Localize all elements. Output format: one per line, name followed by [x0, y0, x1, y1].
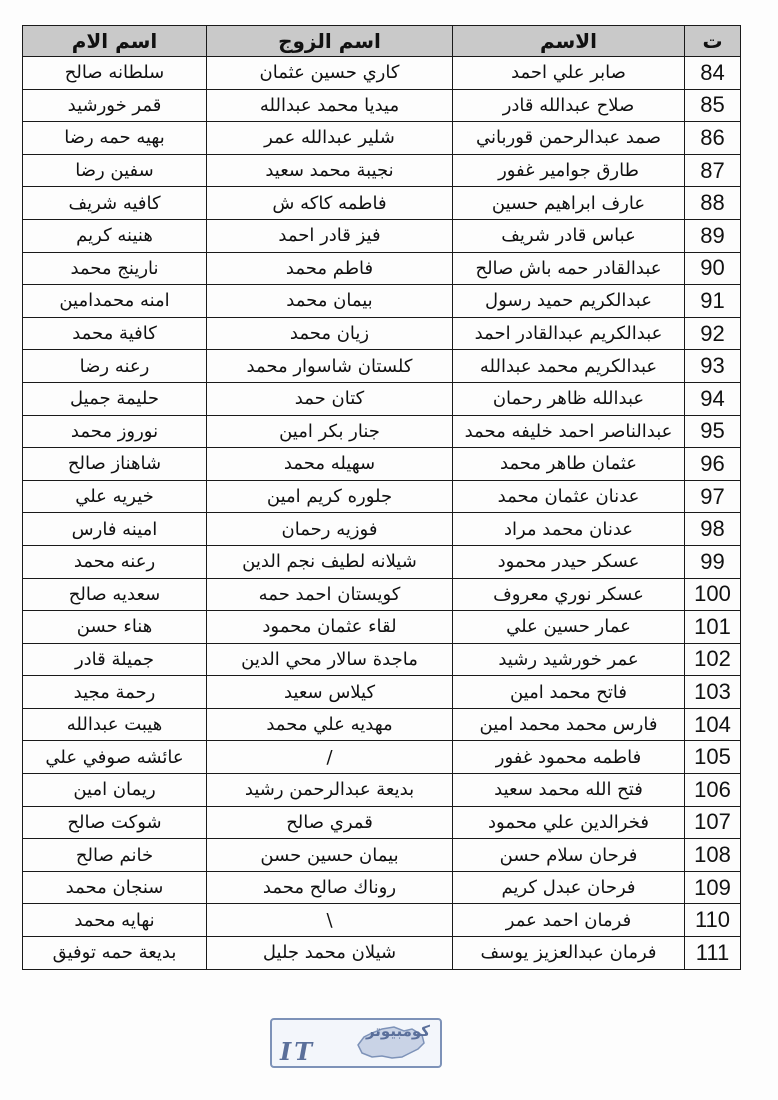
table-row [23, 806, 741, 839]
row-number-cell: 99 [685, 545, 741, 578]
stamp-word: كومبيوتر [365, 1022, 430, 1040]
row-number-cell: 89 [685, 219, 741, 252]
row-number-cell: 85 [685, 89, 741, 122]
row-number-cell: 111 [685, 937, 741, 970]
mother-name-cell: سفين رضا [23, 154, 207, 187]
row-number-cell: 94 [685, 382, 741, 415]
row-number-cell: 91 [685, 285, 741, 318]
name-cell: عبدالقادر حمه باش صالح [453, 252, 685, 285]
row-number-cell: 110 [685, 904, 741, 937]
spouse-name-cell: شيلانه لطيف نجم الدين [207, 545, 453, 578]
table-row [23, 578, 741, 611]
spouse-name-cell: فاطم محمد [207, 252, 453, 285]
spouse-name-cell: \ [207, 904, 453, 937]
table-row [23, 611, 741, 644]
table-row [23, 285, 741, 318]
table-row [23, 89, 741, 122]
mother-name-cell: خانم صالح [23, 839, 207, 872]
name-cell: فارس محمد محمد امين [453, 708, 685, 741]
spouse-name-cell: روناك صالح محمد [207, 871, 453, 904]
mother-name-cell: حليمة جميل [23, 382, 207, 415]
spouse-name-cell: كتان حمد [207, 382, 453, 415]
spouse-name-cell: نجيبة محمد سعيد [207, 154, 453, 187]
name-cell: عبدالكريم محمد عبدالله [453, 350, 685, 383]
spouse-name-cell: كاري حسين عثمان [207, 57, 453, 90]
mother-name-cell: هيبت عبدالله [23, 708, 207, 741]
mother-name-cell: امينه فارس [23, 513, 207, 546]
mother-name-cell: شوكت صالح [23, 806, 207, 839]
row-number-cell: 106 [685, 774, 741, 807]
spouse-name-cell: ميديا محمد عبدالله [207, 89, 453, 122]
stamp-letters: IT [280, 1037, 316, 1066]
spouse-name-cell: قمري صالح [207, 806, 453, 839]
spouse-name-cell: فوزيه رحمان [207, 513, 453, 546]
name-cell: عثمان طاهر محمد [453, 448, 685, 481]
row-number-cell: 109 [685, 871, 741, 904]
row-number-cell: 97 [685, 480, 741, 513]
spouse-name-cell: بيمان محمد [207, 285, 453, 318]
name-cell: فرحان عبدل كريم [453, 871, 685, 904]
spouse-name-cell: كلستان شاسوار محمد [207, 350, 453, 383]
table-row [23, 513, 741, 546]
name-cell: فخرالدين علي محمود [453, 806, 685, 839]
mother-name-cell: عائشه صوفي علي [23, 741, 207, 774]
table-row [23, 839, 741, 872]
name-cell: فتح الله محمد سعيد [453, 774, 685, 807]
mother-name-cell: جميلة قادر [23, 643, 207, 676]
row-number-cell: 93 [685, 350, 741, 383]
mother-name-cell: بهيه حمه رضا [23, 122, 207, 155]
mother-name-cell: امنه محمدامين [23, 285, 207, 318]
row-number-cell: 88 [685, 187, 741, 220]
table-row [23, 57, 741, 90]
name-cell: عباس قادر شريف [453, 219, 685, 252]
spouse-name-cell: ماجدة سالار محي الدين [207, 643, 453, 676]
row-number-cell: 104 [685, 708, 741, 741]
name-cell: عمر خورشيد رشيد [453, 643, 685, 676]
table-row [23, 741, 741, 774]
spouse-name-cell: شلير عبدالله عمر [207, 122, 453, 155]
spouse-name-cell: كويستان احمد حمه [207, 578, 453, 611]
mother-name-cell: خيريه علي [23, 480, 207, 513]
name-cell: فاتح محمد امين [453, 676, 685, 709]
spouse-name-cell: كيلاس سعيد [207, 676, 453, 709]
name-cell: صابر علي احمد [453, 57, 685, 90]
computer-it-stamp [270, 1018, 442, 1068]
name-cell: فرمان احمد عمر [453, 904, 685, 937]
row-number-cell: 101 [685, 611, 741, 644]
table-row [23, 937, 741, 970]
table-row [23, 219, 741, 252]
spouse-name-cell: زيان محمد [207, 317, 453, 350]
names-table [22, 25, 741, 970]
name-cell: طارق جوامير غفور [453, 154, 685, 187]
name-cell: عبدالكريم حميد رسول [453, 285, 685, 318]
mother-name-cell: كافية محمد [23, 317, 207, 350]
table-row [23, 187, 741, 220]
row-number-cell: 108 [685, 839, 741, 872]
spouse-name-cell: جلوره كريم امين [207, 480, 453, 513]
mother-name-cell: نارينج محمد [23, 252, 207, 285]
name-cell: فرحان سلام حسن [453, 839, 685, 872]
spouse-name-cell: فيز قادر احمد [207, 219, 453, 252]
spouse-name-cell: لقاء عثمان محمود [207, 611, 453, 644]
table-header-row [23, 26, 741, 57]
mother-name-cell: سعديه صالح [23, 578, 207, 611]
header-name: الاسم [453, 26, 685, 57]
mother-name-cell: نهايه محمد [23, 904, 207, 937]
table-row [23, 708, 741, 741]
name-cell: فرمان عبدالعزيز يوسف [453, 937, 685, 970]
name-cell: عبدالله ظاهر رحمان [453, 382, 685, 415]
table-row [23, 480, 741, 513]
mother-name-cell: رحمة مجيد [23, 676, 207, 709]
row-number-cell: 90 [685, 252, 741, 285]
row-number-cell: 96 [685, 448, 741, 481]
row-number-cell: 86 [685, 122, 741, 155]
table-row [23, 317, 741, 350]
mother-name-cell: بديعة حمه توفيق [23, 937, 207, 970]
mother-name-cell: رعنه محمد [23, 545, 207, 578]
row-number-cell: 98 [685, 513, 741, 546]
mother-name-cell: هنينه كريم [23, 219, 207, 252]
row-number-cell: 84 [685, 57, 741, 90]
table-row [23, 676, 741, 709]
table-row [23, 448, 741, 481]
mother-name-cell: سنجان محمد [23, 871, 207, 904]
spouse-name-cell: بيمان حسين حسن [207, 839, 453, 872]
spouse-name-cell: سهيله محمد [207, 448, 453, 481]
name-cell: عسكر حيدر محمود [453, 545, 685, 578]
table-row [23, 382, 741, 415]
table-row [23, 545, 741, 578]
mother-name-cell: نوروز محمد [23, 415, 207, 448]
table-row [23, 350, 741, 383]
table-row [23, 122, 741, 155]
header-mother-name: اسم الام [23, 26, 207, 57]
name-cell: فاطمه محمود غفور [453, 741, 685, 774]
spouse-name-cell: شيلان محمد جليل [207, 937, 453, 970]
spouse-name-cell: مهديه علي محمد [207, 708, 453, 741]
mother-name-cell: ريمان امين [23, 774, 207, 807]
name-cell: عبدالناصر احمد خليفه محمد [453, 415, 685, 448]
table-row [23, 154, 741, 187]
mother-name-cell: قمر خورشيد [23, 89, 207, 122]
table-row [23, 643, 741, 676]
mother-name-cell: هناء حسن [23, 611, 207, 644]
mother-name-cell: رعنه رضا [23, 350, 207, 383]
row-number-cell: 102 [685, 643, 741, 676]
name-cell: عدنان محمد مراد [453, 513, 685, 546]
header-spouse-name: اسم الزوج [207, 26, 453, 57]
name-cell: عارف ابراهيم حسين [453, 187, 685, 220]
row-number-cell: 100 [685, 578, 741, 611]
row-number-cell: 107 [685, 806, 741, 839]
table-row [23, 871, 741, 904]
mother-name-cell: شاهناز صالح [23, 448, 207, 481]
name-cell: صمد عبدالرحمن قورباني [453, 122, 685, 155]
name-cell: عبدالكريم عبدالقادر احمد [453, 317, 685, 350]
spouse-name-cell: جنار بكر امين [207, 415, 453, 448]
mother-name-cell: سلطانه صالح [23, 57, 207, 90]
name-cell: عمار حسين علي [453, 611, 685, 644]
row-number-cell: 103 [685, 676, 741, 709]
name-cell: عدنان عثمان محمد [453, 480, 685, 513]
row-number-cell: 92 [685, 317, 741, 350]
name-cell: صلاح عبدالله قادر [453, 89, 685, 122]
name-cell: عسكر نوري معروف [453, 578, 685, 611]
spouse-name-cell: بديعة عبدالرحمن رشيد [207, 774, 453, 807]
table-body [23, 57, 741, 970]
header-number: ت [685, 26, 741, 57]
table-row [23, 252, 741, 285]
row-number-cell: 95 [685, 415, 741, 448]
row-number-cell: 105 [685, 741, 741, 774]
table-row [23, 904, 741, 937]
row-number-cell: 87 [685, 154, 741, 187]
table-row [23, 415, 741, 448]
mother-name-cell: كافيه شريف [23, 187, 207, 220]
table-row [23, 774, 741, 807]
spouse-name-cell: / [207, 741, 453, 774]
spouse-name-cell: فاطمه كاكه ش [207, 187, 453, 220]
